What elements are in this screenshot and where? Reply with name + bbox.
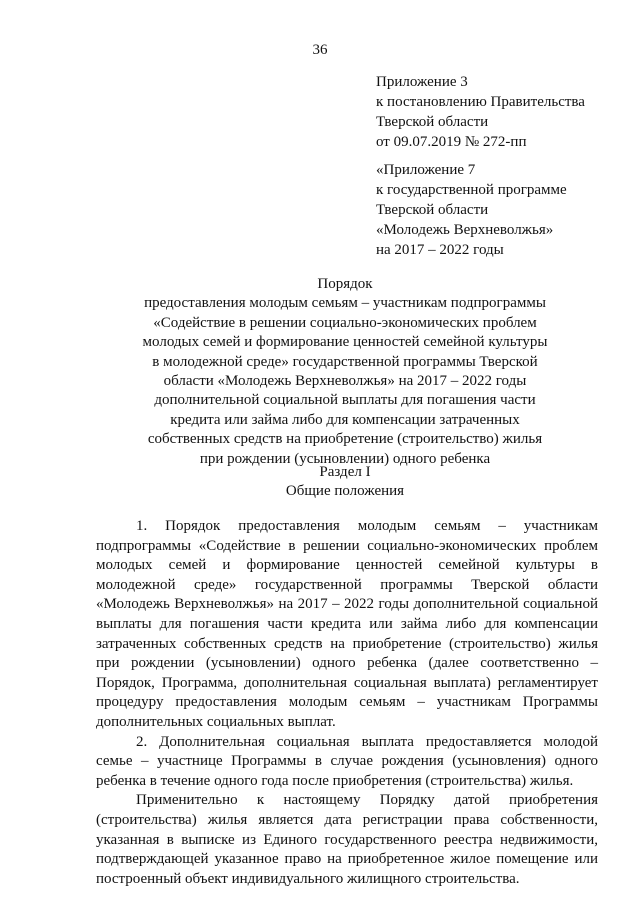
title-line: дополнительной социальной выплаты для погашения части — [154, 392, 536, 409]
paragraph-line: построенный объект индивидуального жилищного строительства. — [96, 870, 520, 887]
appendix-7-line: к государственной программе — [376, 182, 567, 198]
appendix-7-line: «Приложение 7 — [376, 162, 476, 178]
appendix-3-line: от 09.07.2019 № 272-пп — [376, 134, 527, 150]
paragraph-line: «Молодежь Верхневолжья» на 2017 – 2022 годы дополнительной социальной — [96, 596, 598, 613]
paragraph-line: 1. Порядок предоставления молодым семьям – участникам — [136, 518, 598, 534]
paragraph-line: подпрограммы «Содействие в решении социально-экономических проблем — [96, 537, 598, 554]
title-line: предоставления молодым семьям – участникам подпрограммы — [144, 295, 546, 312]
appendix-3-line: Тверской области — [376, 114, 489, 130]
appendix-3-header — [376, 72, 585, 152]
paragraph-line: молодых семей и формирование ценностей семейной культуры в — [96, 557, 598, 574]
paragraph-line: процедуру предоставления молодым семьям – участникам Программы — [96, 694, 598, 711]
paragraph-line: дополнительных социальных выплат. — [96, 713, 336, 730]
body-text — [96, 517, 598, 889]
paragraph-line: семье – участнице Программы в случае рождения (усыновления) одного — [96, 753, 598, 770]
document-title — [100, 275, 590, 469]
title-line: Порядок — [317, 276, 373, 292]
paragraph-line: затраченных собственных средств на приобретение (строительство) жилья — [96, 635, 598, 652]
section-heading — [100, 463, 590, 502]
paragraph-line: Применительно к настоящему Порядку датой приобретения — [136, 792, 598, 809]
title-line: при рождении (усыновлении) одного ребенка — [199, 450, 491, 467]
title-line: молодых семей и формирование ценностей семейной культуры — [142, 334, 548, 351]
section-name: Общие положения — [285, 483, 405, 500]
title-line: «Содействие в решении социально-экономических проблем — [153, 314, 537, 331]
title-line: кредита или займа либо для компенсации затраченных — [170, 411, 520, 428]
title-line: области «Молодежь Верхневолжья» на 2017 – 2022 годы — [163, 372, 527, 389]
paragraph-2 — [96, 733, 598, 792]
paragraph-line: подтверждающей указанное право на приобретенное жилое помещение или — [96, 851, 598, 868]
paragraph-line: 2. Дополнительная социальная выплата предоставляется молодой — [136, 733, 598, 750]
appendix-7-line: Тверской области — [376, 202, 489, 218]
paragraph-line: молодежной среде» государственной программы Тверской области — [96, 576, 598, 593]
appendix-3-line: Приложение 3 — [376, 74, 468, 90]
appendix-7-line: на 2017 – 2022 годы — [376, 242, 504, 258]
title-line: в молодежной среде» государственной программы Тверской — [152, 353, 538, 370]
paragraph-line: при рождении (усыновлении) одного ребенка (далее соответственно – — [96, 655, 598, 672]
paragraph-3 — [96, 791, 598, 889]
appendix-7-line: «Молодежь Верхневолжья» — [376, 222, 554, 238]
title-line: собственных средств на приобретение (строительство) жилья — [147, 431, 543, 448]
paragraph-line: выплаты для погашения части кредита или займа либо для компенсации — [96, 615, 598, 632]
paragraph-line: указанная в выписке из Единого государственного реестра недвижимости, — [96, 831, 598, 848]
section-number: Раздел I — [319, 464, 371, 480]
page-number: 36 — [312, 42, 328, 58]
paragraph-line: Порядок, Программа, дополнительная социальная выплата) регламентирует — [96, 674, 598, 691]
paragraph-line: ребенка в течение одного года после приобретения (строительства) жилья. — [96, 772, 574, 789]
appendix-7-header — [376, 160, 567, 260]
paragraph-line: (строительства) жилья является дата регистрации права собственности, — [96, 811, 598, 828]
paragraph-1 — [96, 517, 598, 733]
appendix-3-line: к постановлению Правительства — [376, 94, 585, 110]
